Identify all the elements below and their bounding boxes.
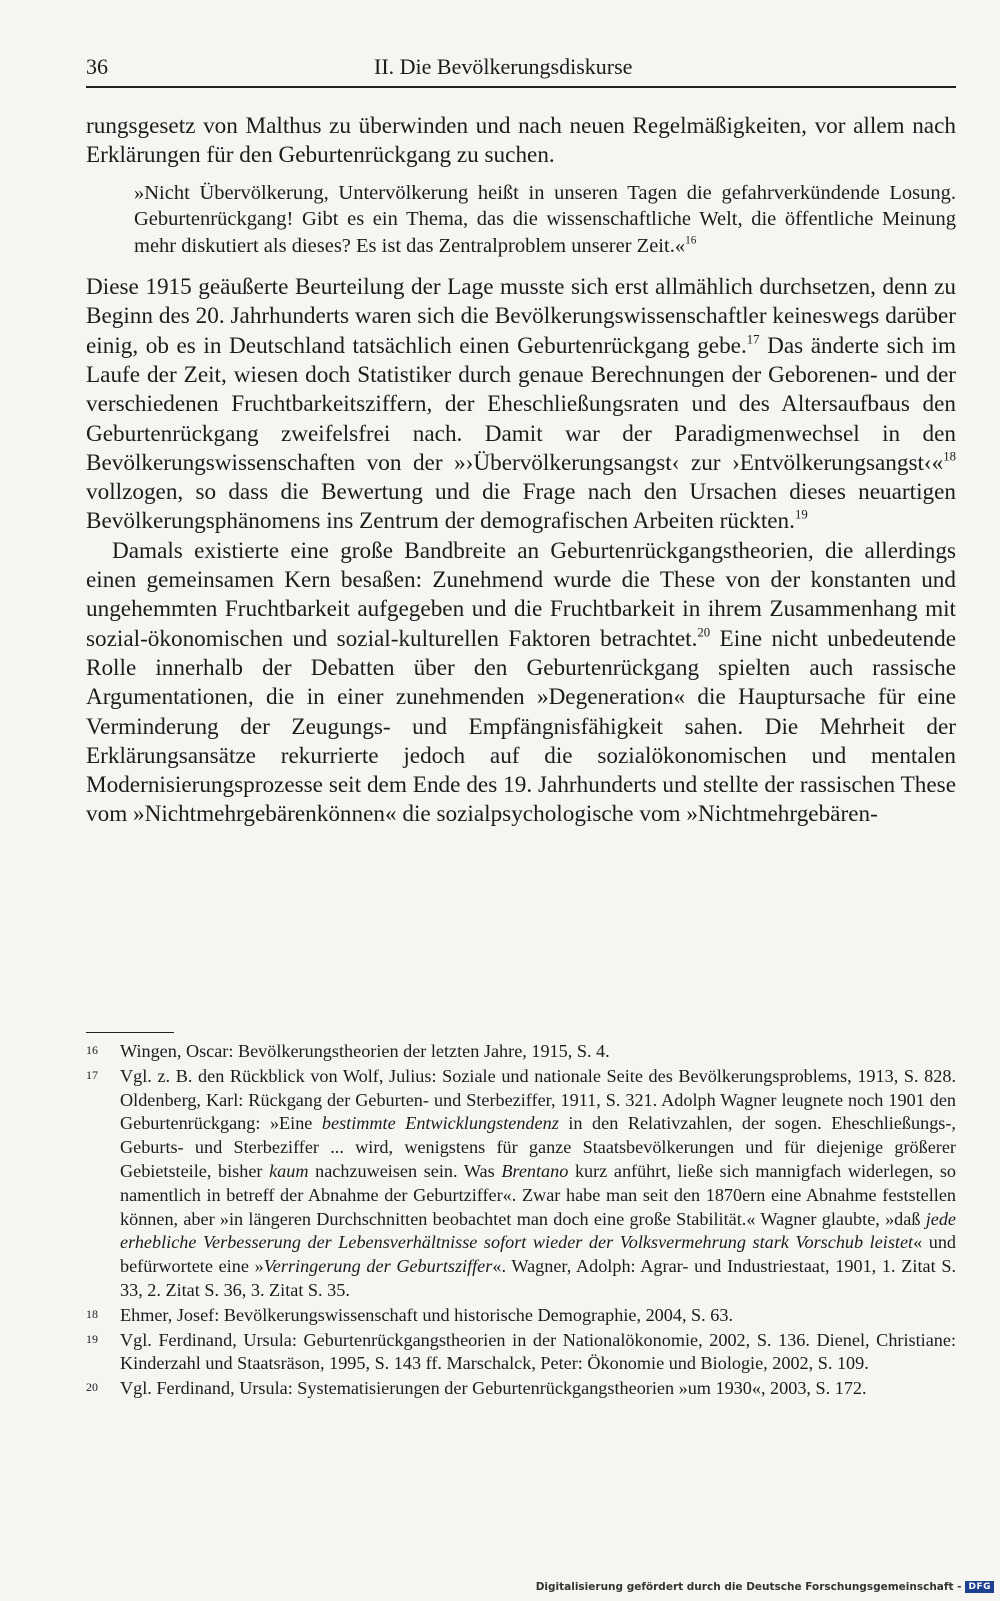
footnote-number: 20 — [86, 1380, 98, 1395]
paragraph-2: Diese 1915 geäußerte Beurteilung der Lage musste sich erst allmählich durchsetzen, denn zu Beginn des 20. Jahrhunderts waren sich die Bevölkerungswissenschaftler keineswegs darüber einig, ob es in Deutschland tatsächlich einen Geburtenrückgang gebe.$^{17}$ Das änderte sich im Laufe der Zeit, wiesen doch Statistiker durch genaue Berechnungen der Geborenen- und der verschiedenen Fruchtbarkeitsziffern, der Eheschließungsraten und des Altersaufbaus den Geburtenrückgang zweifelsfrei nach. Damit war der Paradigmenwechsel in den Bevölkerungswissenschaften von der »›Übervölkerungsangst‹ zur ›Entvölkerungsangst‹«$^{18}$ vollzogen, so dass die Bewertung und die Frage nach den Ursachen dieses neuartigen Bevölkerungsphänomens ins Zentrum der demografischen Arbeiten rückten.$^{19}$ — [86, 274, 956, 535]
footnote-16: 16 Wingen, Oscar: Bevölkerungstheorien der letzten Jahre, 1915, S. 4. — [86, 1041, 610, 1061]
footnote-ref-18[interactable]: 18 — [943, 449, 956, 464]
footnote-number: 18 — [86, 1306, 98, 1321]
footnote-ref-16[interactable]: 16 — [685, 234, 697, 247]
footnote-20: 20 Vgl. Ferdinand, Ursula: Systematisierungen der Geburtenrückgangstheorien »um 1930«, 2003, S. 172. — [86, 1378, 867, 1399]
footnote-separator — [86, 1032, 174, 1033]
footnote-ref-17[interactable]: 17 — [746, 332, 760, 347]
dfg-logo: DFG — [965, 1581, 994, 1593]
footnote-number: 17 — [86, 1067, 98, 1082]
running-header — [86, 52, 956, 88]
paragraph-1: rungsgesetz von Malthus zu überwinden und nach neuen Regelmäßigkeiten, vor allem nach Erklärungen für den Geburtenrückgang zu suchen. — [86, 113, 956, 169]
footer-text: Digitalisierung gefördert durch die Deutsche Forschungsgemeinschaft - — [535, 1581, 962, 1593]
paragraph-3: Damals existierte eine große Bandbreite an Geburtenrückgangstheorien, die allerdings einen gemeinsamen Kern besaßen: Zunehmend wurde die These von der konstanten und ungehemmten Fruchtbarkeit aufgegeben und die Fruchtbarkeit in ihrem Zusammenhang mit sozial-ökonomischen und sozial-kulturellen Faktoren betrachtet.$^{20}$ Eine nicht unbedeutende Rolle innerhalb der Debatten über den Geburtenrückgang spielten auch rassische Argumentationen, die in einer zunehmenden »Degeneration« die Hauptursache für eine Verminderung der Zeugungs- und Empfängnisfähigkeit sahen. Die Mehrheit der Erklärungsansätze rekurrierte jedoch auf die sozialökonomischen und mentalen Modernisierungsprozesse seit dem Ende des 19. Jahrhunderts und stellte der rassischen These vom »Nichtmehrgebärenkönnen« die sozialpsychologische vom »Nichtmehrgebären- — [86, 537, 956, 828]
block-quote: »Nicht Übervölkerung, Untervölkerung heißt in unseren Tagen die gefahrverkündende Losung. Geburtenrückgang! Gibt es ein Thema, das die wissenschaftliche Welt, die öffentliche Meinung mehr diskutiert als dieses? Es ist das Zentralproblem unserer Zeit.«$^{16}$ — [134, 181, 956, 257]
footnote-number: 19 — [86, 1331, 98, 1346]
chapter-title: II. Die Bevölkerungsdiskurse — [374, 54, 633, 79]
digitization-footer — [536, 1579, 994, 1595]
footnote-17: 17 Vgl. z. B. den Rückblick von Wolf, Julius: Soziale und nationale Seite des Bevölkerungsproblems, 1913, S. 828. Oldenberg, Karl: Rückgang der Geburten- und Sterbeziffer, 1911, S. 321. Adolph Wagner leugnete noch 1901 den Geburtenrückgang: »Eine bestimmte Entwicklungstendenz in den Relativzahlen, der sogen. Eheschließungs-, Geburts- und Sterbeziffer ... wird, wenigstens für ganze Staatsbevölkerungen und für diejenige größerer Gebietsteile, bisher kaum nachzuweisen sein. Was Brentano kurz anführt, ließe sich mannigfach widerlegen, so namentlich in betreff der Abnahme der Geburtziffer«. Zwar habe man seit den 1870ern eine Abnahme feststellen können, aber »in längeren Durchschnitten beobachtet man doch eine große Stabilität.« Wagner glaubte, »daß jede erhebliche Verbesserung der Lebensverhältnisse sofort wieder der Volksvermehrung stark Vorschub leistet« und befürwortete eine »Verringerung der Geburtsziffer«. Wagner, Adolph: Agrar- und Industriestaat, 1901, 1. Zitat S. 33, 2. Zitat S. 36, 3. Zitat S. 35. — [86, 1065, 957, 1300]
footnote-ref-20[interactable]: 20 — [697, 625, 711, 640]
footnote-19: 19 Vgl. Ferdinand, Ursula: Geburtenrückgangstheorien in der Nationalökonomie, 2002, S. 136. Dienel, Christiane: Kinderzahl und Staatsräson, 1995, S. 143 ff. Marschalck, Peter: Ökonomie und Biologie, 2002, S. 109. — [86, 1329, 956, 1374]
footnote-ref-19[interactable]: 19 — [794, 507, 808, 522]
footnote-18: 18 Ehmer, Josef: Bevölkerungswissenschaft und historische Demographie, 2004, S. 63. — [86, 1304, 733, 1325]
page-number: 36 — [86, 54, 108, 79]
footnotes — [86, 1040, 956, 1402]
body-text — [86, 112, 956, 830]
footnote-number: 16 — [86, 1043, 98, 1057]
